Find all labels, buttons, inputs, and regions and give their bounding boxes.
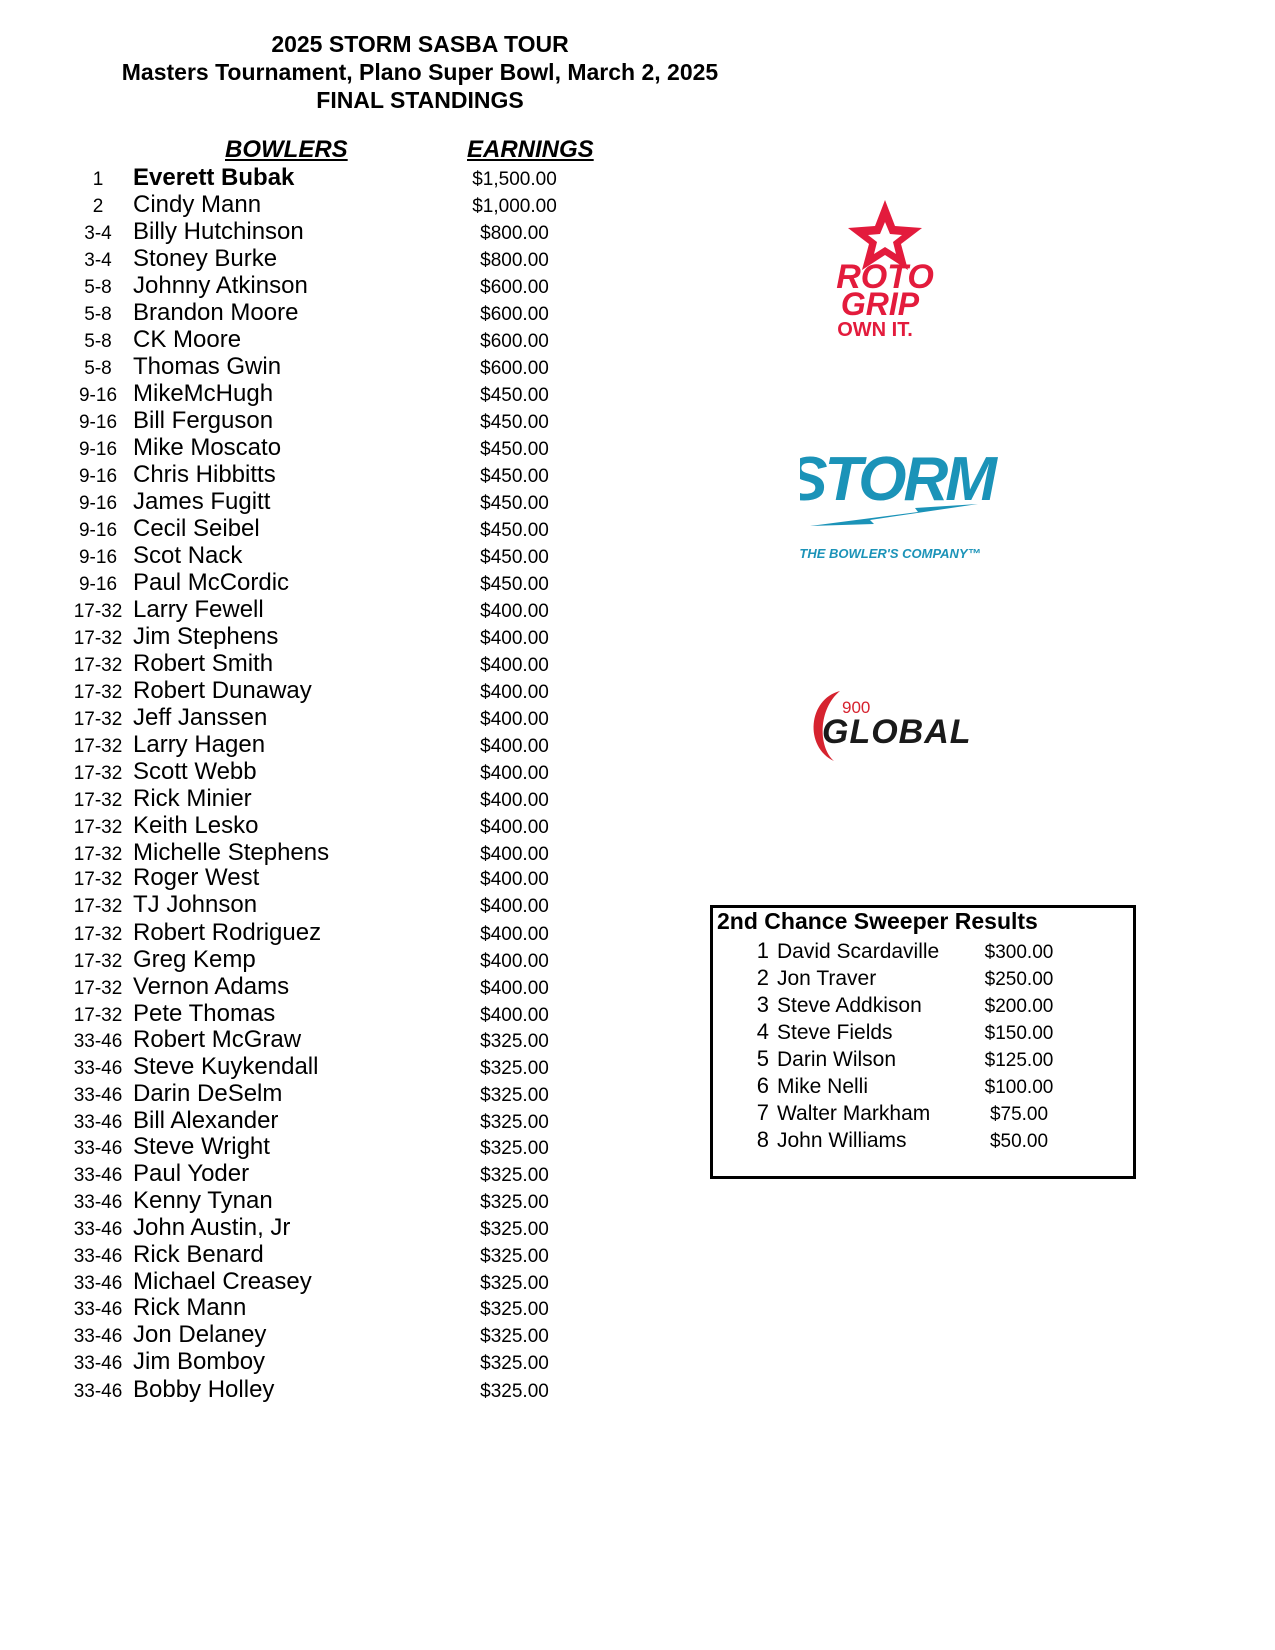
standings-row [70,515,590,542]
bowler-rank: 17-32 [73,844,123,865]
bowler-earnings: $1,000.00 [472,196,557,217]
bowler-name: Jim Stephens [133,623,279,650]
bowler-name: Pete Thomas [133,1000,276,1027]
bowler-earnings: $325.00 [480,1381,549,1402]
tournament-subtitle: Masters Tournament, Plano Super Bowl, March 2, 2025 [121,59,719,85]
bowler-name: Steve Kuykendall [133,1053,319,1080]
bowler-rank: 17-32 [73,736,123,757]
bowler-earnings: $400.00 [480,924,549,945]
storm-lightning-icon [800,438,1000,568]
bowler-earnings: $325.00 [480,1326,549,1347]
standings-row [70,1053,590,1080]
bowler-earnings: $400.00 [480,951,549,972]
bowler-name: Larry Fewell [133,596,264,623]
bowler-rank: 33-46 [73,1326,123,1347]
standings-row [70,191,590,218]
bowler-rank: 9-16 [78,520,118,541]
bowler-name: Billy Hutchinson [133,218,304,245]
bowler-name: Rick Minier [133,785,252,812]
bowler-earnings: $400.00 [480,763,549,784]
rotogrip-tagline: OWN IT. [837,319,913,338]
bowler-name: Cindy Mann [133,191,262,218]
standings-row [70,164,590,191]
bowler-name: Robert Dunaway [133,677,312,704]
bowler-earnings: $400.00 [480,896,549,917]
standings-row [70,812,590,839]
bowler-name: Robert Smith [133,650,274,677]
bowler-name: Jon Delaney [133,1321,267,1348]
rotogrip-line2: GRIP [840,286,920,322]
standings-row [70,245,590,272]
sweeper-name: Mike Nelli [777,1075,869,1098]
storm-logo [800,438,1000,568]
bowler-rank: 9-16 [78,385,118,406]
bowler-rank: 33-46 [73,1381,123,1402]
900-global-logo [800,685,1030,765]
standings-title: FINAL STANDINGS [316,87,524,113]
bowler-name: Michael Creasey [133,1268,312,1295]
standings-row [70,353,590,380]
standings-row [70,1241,590,1268]
bowler-earnings: $400.00 [480,736,549,757]
bowler-earnings: $400.00 [480,817,549,838]
standings-row [70,704,590,731]
bowler-earnings: $450.00 [480,466,549,487]
standings-row [70,407,590,434]
standings-row [70,839,590,866]
900-global-swoosh-icon [800,685,1030,765]
bowler-rank: 9-16 [78,439,118,460]
sweeper-place: 6 [756,1073,769,1098]
standings-row [70,1187,590,1214]
bowler-name: John Austin, Jr [133,1214,291,1241]
standings-row [70,1294,590,1321]
standings-row [70,1160,590,1187]
bowler-name: Keith Lesko [133,812,259,839]
bowler-name: Jeff Janssen [133,704,268,731]
bowler-earnings: $1,500.00 [472,169,557,190]
rotogrip-logo [800,198,970,338]
bowler-earnings: $325.00 [480,1112,549,1133]
sweeper-place: 3 [756,992,769,1017]
standings-row [70,946,590,973]
storm-tagline: THE BOWLER'S COMPANY™ [800,546,981,561]
bowler-rank: 17-32 [73,896,123,917]
bowler-rank: 33-46 [73,1085,123,1106]
bowler-earnings: $450.00 [480,547,549,568]
bowler-rank: 9-16 [78,574,118,595]
bowler-rank: 17-32 [73,763,123,784]
bowler-earnings: $400.00 [480,682,549,703]
bowler-name: Darin DeSelm [133,1080,283,1107]
bowler-earnings: $325.00 [480,1031,549,1052]
bowler-earnings: $450.00 [480,520,549,541]
bowler-rank: 9-16 [78,493,118,514]
earnings-column-header: EARNINGS [467,136,594,163]
bowler-rank: 17-32 [73,978,123,999]
bowler-rank: 5-8 [84,331,112,352]
global-wordmark: GLOBAL [822,713,972,751]
bowler-earnings: $600.00 [480,304,549,325]
bowler-earnings: $325.00 [480,1273,549,1294]
sweeper-results-box [710,905,1136,1179]
bowler-name: Greg Kemp [133,946,256,973]
bowler-rank: 33-46 [73,1031,123,1052]
bowler-earnings: $600.00 [480,358,549,379]
tour-title: 2025 STORM SASBA TOUR [271,31,569,57]
sweeper-place: 2 [756,965,769,990]
bowler-rank: 5-8 [84,358,112,379]
document-header [60,30,780,114]
sweeper-place: 1 [756,938,769,963]
bowler-earnings: $325.00 [480,1085,549,1106]
bowler-rank: 17-32 [73,655,123,676]
sweeper-row [749,1046,1119,1073]
sweeper-amount: $300.00 [984,942,1054,963]
standings-row [70,623,590,650]
bowler-name: Robert Rodriguez [133,919,322,946]
bowler-rank: 2 [92,196,104,217]
bowler-earnings: $800.00 [480,223,549,244]
standings-row [70,218,590,245]
rotogrip-line1: ROTO [836,258,934,296]
bowler-name: Steve Wright [133,1133,270,1160]
standings-row [70,1000,590,1027]
rotogrip-star-icon [800,198,970,338]
sweeper-name: Steve Addkison [777,994,922,1017]
bowler-name: Scot Nack [133,542,243,569]
standings-row [70,1214,590,1241]
sweeper-amount: $250.00 [984,969,1054,990]
standings-row [70,569,590,596]
bowler-earnings: $400.00 [480,709,549,730]
bowler-rank: 17-32 [73,682,123,703]
standings-row [70,973,590,1000]
bowler-earnings: $325.00 [480,1219,549,1240]
bowler-name: Thomas Gwin [133,353,282,380]
bowler-name: Vernon Adams [133,973,290,1000]
standings-row [70,380,590,407]
standings-row [70,1107,590,1134]
sweeper-amount: $50.00 [989,1131,1049,1152]
sweeper-row [749,1019,1119,1046]
bowler-name: Roger West [133,864,260,891]
bowler-name: James Fugitt [133,488,271,515]
sweeper-place: 4 [756,1019,769,1044]
bowler-name: Mike Moscato [133,434,282,461]
bowler-rank: 17-32 [73,628,123,649]
standings-row [70,299,590,326]
bowler-name: MikeMcHugh [133,380,274,407]
bowler-name: Jim Bomboy [133,1348,266,1375]
bowler-rank: 33-46 [73,1138,123,1159]
bowler-rank: 33-46 [73,1219,123,1240]
standings-row [70,1080,590,1107]
bowler-rank: 17-32 [73,817,123,838]
bowler-rank: 1 [92,169,104,190]
sweeper-amount: $75.00 [989,1104,1049,1125]
bowler-earnings: $450.00 [480,412,549,433]
standings-row [70,1376,590,1403]
sweeper-amount: $100.00 [984,1077,1054,1098]
standings-row [70,758,590,785]
bowler-name: Kenny Tynan [133,1187,273,1214]
bowler-rank: 33-46 [73,1112,123,1133]
sweeper-row [749,1127,1119,1154]
bowler-earnings: $800.00 [480,250,549,271]
standings-row [70,326,590,353]
standings-row [70,677,590,704]
bowler-name: Johnny Atkinson [133,272,308,299]
bowler-name: Rick Mann [133,1294,247,1321]
bowler-rank: 17-32 [73,951,123,972]
bowler-rank: 9-16 [78,412,118,433]
standings-row [70,1268,590,1295]
bowler-rank: 17-32 [73,790,123,811]
bowler-rank: 33-46 [73,1299,123,1320]
standings-row [70,542,590,569]
bowler-name: Paul McCordic [133,569,290,596]
bowler-earnings: $400.00 [480,655,549,676]
sweeper-place: 8 [756,1127,769,1152]
bowler-rank: 33-46 [73,1273,123,1294]
standings-row [70,919,590,946]
bowler-name: Paul Yoder [133,1160,250,1187]
standings-row [70,864,590,891]
bowler-earnings: $325.00 [480,1353,549,1374]
standings-row [70,488,590,515]
bowler-rank: 33-46 [73,1353,123,1374]
global-number: 900 [842,698,871,717]
sweeper-place: 7 [756,1100,769,1125]
sweeper-name: Walter Markham [777,1102,931,1125]
bowler-name: Everett Bubak [133,164,295,191]
bowler-earnings: $450.00 [480,574,549,595]
bowler-rank: 9-16 [78,466,118,487]
standings-row [70,891,590,918]
bowler-earnings: $400.00 [480,601,549,622]
sweeper-row [749,1100,1119,1127]
bowler-rank: 33-46 [73,1058,123,1079]
bowler-rank: 3-4 [84,250,112,271]
bowler-earnings: $325.00 [480,1165,549,1186]
standings-row [70,272,590,299]
bowler-name: Brandon Moore [133,299,299,326]
bowler-rank: 17-32 [73,1005,123,1026]
standings-row [70,1321,590,1348]
bowler-rank: 3-4 [84,223,112,244]
standings-row [70,461,590,488]
bowler-rank: 33-46 [73,1192,123,1213]
sweeper-name: Darin Wilson [777,1048,897,1071]
bowler-name: Cecil Seibel [133,515,260,542]
bowler-earnings: $400.00 [480,978,549,999]
sweeper-row [749,938,1119,965]
standings-row [70,1026,590,1053]
sweeper-name: Steve Fields [777,1021,893,1044]
standings-row [70,731,590,758]
bowler-earnings: $400.00 [480,1005,549,1026]
sweeper-place: 5 [756,1046,769,1071]
sweeper-name: John Williams [777,1129,907,1152]
bowler-name: Bill Alexander [133,1107,279,1134]
bowler-earnings: $325.00 [480,1299,549,1320]
standings-row [70,785,590,812]
bowler-earnings: $600.00 [480,277,549,298]
bowler-name: Chris Hibbitts [133,461,276,488]
sweeper-title: 2nd Chance Sweeper Results [717,908,1038,934]
bowler-name: Bobby Holley [133,1376,275,1403]
standings-row [70,434,590,461]
storm-wordmark: STORM [800,445,994,514]
sweeper-amount: $200.00 [984,996,1054,1017]
bowler-earnings: $325.00 [480,1246,549,1267]
bowler-earnings: $325.00 [480,1138,549,1159]
bowler-earnings: $400.00 [480,628,549,649]
sweeper-name: David Scardaville [777,940,940,963]
bowler-name: Rick Benard [133,1241,264,1268]
bowler-earnings: $450.00 [480,493,549,514]
standings-row [70,1133,590,1160]
bowler-rank: 17-32 [73,869,123,890]
sweeper-row [749,992,1119,1019]
bowler-rank: 17-32 [73,601,123,622]
bowler-name: CK Moore [133,326,242,353]
bowler-earnings: $400.00 [480,790,549,811]
sweeper-amount: $150.00 [984,1023,1054,1044]
bowler-earnings: $450.00 [480,439,549,460]
sweeper-name: Jon Traver [777,967,877,990]
bowler-earnings: $400.00 [480,869,549,890]
bowler-earnings: $400.00 [480,844,549,865]
bowler-rank: 17-32 [73,709,123,730]
bowler-rank: 17-32 [73,924,123,945]
bowlers-column-header: BOWLERS [225,136,348,163]
bowler-earnings: $325.00 [480,1192,549,1213]
bowler-name: Bill Ferguson [133,407,274,434]
bowler-earnings: $325.00 [480,1058,549,1079]
standings-row [70,1348,590,1375]
sweeper-row [749,965,1119,992]
bowler-name: Michelle Stephens [133,839,330,866]
sweeper-row [749,1073,1119,1100]
standings-row [70,596,590,623]
bowler-name: Stoney Burke [133,245,278,272]
bowler-name: Larry Hagen [133,731,266,758]
bowler-name: Scott Webb [133,758,257,785]
bowler-name: Robert McGraw [133,1026,302,1053]
sweeper-amount: $125.00 [984,1050,1054,1071]
bowler-rank: 33-46 [73,1246,123,1267]
bowler-earnings: $450.00 [480,385,549,406]
bowler-earnings: $600.00 [480,331,549,352]
bowler-rank: 9-16 [78,547,118,568]
bowler-rank: 33-46 [73,1165,123,1186]
bowler-rank: 5-8 [84,277,112,298]
bowler-rank: 5-8 [84,304,112,325]
bowler-name: TJ Johnson [133,891,258,918]
standings-row [70,650,590,677]
